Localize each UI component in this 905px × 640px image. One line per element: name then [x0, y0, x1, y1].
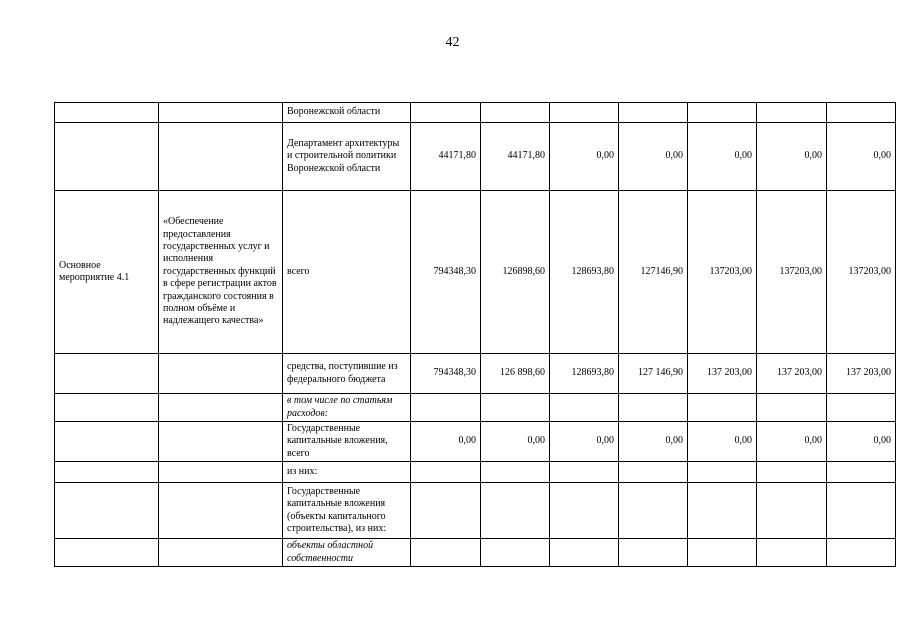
- amount-cell: 0,00: [827, 123, 896, 191]
- amount-cell: [757, 462, 827, 483]
- amount-cell: 137203,00: [827, 191, 896, 354]
- activity-cell: [55, 462, 159, 483]
- amount-cell: [411, 462, 481, 483]
- amount-cell: [481, 539, 550, 567]
- amount-cell: [827, 483, 896, 539]
- amount-cell: [688, 103, 757, 123]
- activity-name-cell: [159, 483, 283, 539]
- amount-cell: 0,00: [688, 123, 757, 191]
- table-row: [55, 103, 896, 123]
- activity-cell: [55, 539, 159, 567]
- activity-cell: [55, 483, 159, 539]
- amount-cell: 137203,00: [688, 191, 757, 354]
- budget-table: [54, 102, 896, 567]
- amount-cell: 0,00: [619, 123, 688, 191]
- source-cell: Воронежской области: [283, 103, 411, 123]
- activity-cell: [55, 103, 159, 123]
- amount-cell: [827, 103, 896, 123]
- amount-cell: [757, 394, 827, 422]
- activity-name-cell: [159, 354, 283, 394]
- activity-cell: [55, 422, 159, 462]
- amount-cell: [550, 103, 619, 123]
- source-cell: из них:: [283, 462, 411, 483]
- amount-cell: [688, 483, 757, 539]
- amount-cell: [411, 483, 481, 539]
- amount-cell: [827, 462, 896, 483]
- amount-cell: [481, 103, 550, 123]
- amount-cell: [619, 394, 688, 422]
- amount-cell: 794348,30: [411, 354, 481, 394]
- amount-cell: 127146,90: [619, 191, 688, 354]
- amount-cell: 126 898,60: [481, 354, 550, 394]
- activity-name-cell: [159, 103, 283, 123]
- amount-cell: [550, 539, 619, 567]
- amount-cell: 0,00: [757, 422, 827, 462]
- source-cell: Государственные капитальные вложения, всего: [283, 422, 411, 462]
- amount-cell: 0,00: [550, 422, 619, 462]
- source-cell: Департамент архитектуры и строительной политики Воронежской области: [283, 123, 411, 191]
- amount-cell: [688, 462, 757, 483]
- amount-cell: [619, 462, 688, 483]
- table-row: [55, 394, 896, 422]
- amount-cell: [688, 394, 757, 422]
- amount-cell: [411, 394, 481, 422]
- activity-cell: [55, 394, 159, 422]
- activity-name-cell: «Обеспечение предоставления государственных услуг и исполнения государственных функций в сфере регистрации актов гражданского состояния в полном объёме и надлежащего качества»: [159, 191, 283, 354]
- amount-cell: [550, 483, 619, 539]
- source-cell: всего: [283, 191, 411, 354]
- table-row: [55, 191, 896, 354]
- activity-name-cell: [159, 394, 283, 422]
- amount-cell: 0,00: [757, 123, 827, 191]
- amount-cell: [619, 483, 688, 539]
- table-row: [55, 354, 896, 394]
- amount-cell: [619, 103, 688, 123]
- amount-cell: 0,00: [619, 422, 688, 462]
- table-row: [55, 483, 896, 539]
- activity-name-cell: [159, 422, 283, 462]
- activity-cell: [55, 123, 159, 191]
- table-row: [55, 462, 896, 483]
- amount-cell: [411, 539, 481, 567]
- activity-cell: Основное мероприятие 4.1: [55, 191, 159, 354]
- amount-cell: 0,00: [827, 422, 896, 462]
- amount-cell: 0,00: [550, 123, 619, 191]
- activity-cell: [55, 354, 159, 394]
- source-cell: средства, поступившие из федерального бюджета: [283, 354, 411, 394]
- source-cell: в том числе по статьям расходов:: [283, 394, 411, 422]
- amount-cell: 137 203,00: [688, 354, 757, 394]
- amount-cell: 126898,60: [481, 191, 550, 354]
- source-cell: объекты областной собственности: [283, 539, 411, 567]
- table-row: [55, 539, 896, 567]
- amount-cell: 44171,80: [481, 123, 550, 191]
- amount-cell: 128693,80: [550, 191, 619, 354]
- amount-cell: 0,00: [688, 422, 757, 462]
- amount-cell: [757, 483, 827, 539]
- amount-cell: 44171,80: [411, 123, 481, 191]
- activity-name-cell: [159, 539, 283, 567]
- amount-cell: 127 146,90: [619, 354, 688, 394]
- activity-name-cell: [159, 462, 283, 483]
- amount-cell: [688, 539, 757, 567]
- amount-cell: [481, 462, 550, 483]
- amount-cell: [619, 539, 688, 567]
- amount-cell: [550, 394, 619, 422]
- amount-cell: 0,00: [481, 422, 550, 462]
- page-number: 42: [445, 35, 460, 50]
- amount-cell: 794348,30: [411, 191, 481, 354]
- amount-cell: [481, 394, 550, 422]
- amount-cell: 137203,00: [757, 191, 827, 354]
- amount-cell: 0,00: [411, 422, 481, 462]
- amount-cell: 128693,80: [550, 354, 619, 394]
- amount-cell: [411, 103, 481, 123]
- amount-cell: [481, 483, 550, 539]
- amount-cell: [757, 539, 827, 567]
- amount-cell: [757, 103, 827, 123]
- amount-cell: [827, 394, 896, 422]
- source-cell: Государственные капитальные вложения (объекты капитального строительства), из них:: [283, 483, 411, 539]
- amount-cell: [827, 539, 896, 567]
- activity-name-cell: [159, 123, 283, 191]
- table-row: [55, 422, 896, 462]
- table-row: [55, 123, 896, 191]
- amount-cell: 137 203,00: [757, 354, 827, 394]
- amount-cell: [550, 462, 619, 483]
- amount-cell: 137 203,00: [827, 354, 896, 394]
